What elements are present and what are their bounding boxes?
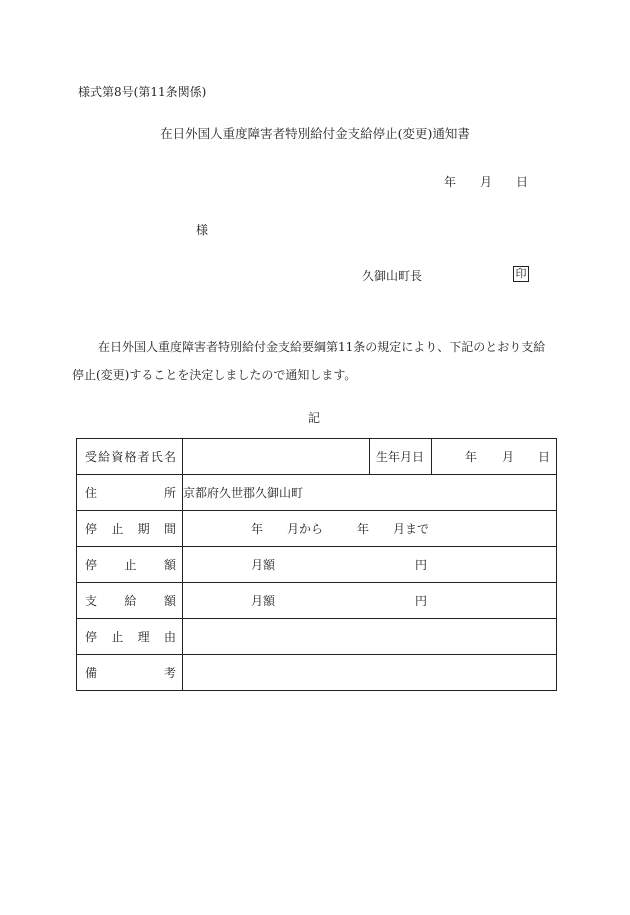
recipient-name-label	[77, 448, 182, 465]
label-char: 住	[85, 486, 98, 500]
pay-amount-label-cell	[77, 583, 183, 619]
label-char: 給	[98, 450, 111, 464]
address-value: 京都府久世郡久御山町	[183, 486, 304, 500]
body-text: 在日外国人重度障害者特別給付金支給要綱第11条の規定により、下記のとおり支給停止(変更)することを決定しましたので通知します。	[72, 340, 546, 382]
remarks-field[interactable]	[183, 655, 557, 691]
reason-field[interactable]	[183, 619, 557, 655]
label-char: 期	[137, 522, 150, 536]
birthdate-day-label: 日	[538, 450, 551, 464]
pay-amount-yen-label: 円	[415, 594, 428, 608]
date-year-label: 年	[444, 175, 457, 189]
seal-mark: 印	[513, 266, 529, 282]
date-month-label: 月	[480, 175, 493, 189]
birthdate-label-cell	[370, 439, 432, 475]
label-char: 止	[124, 558, 137, 572]
pay-amount-monthly-label: 月額	[251, 594, 276, 608]
label-char: 停	[85, 558, 98, 572]
birthdate-label: 生年月日	[376, 450, 425, 464]
birthdate-year-label: 年	[465, 450, 478, 464]
birthdate-field[interactable]	[432, 439, 557, 475]
label-char: 資	[111, 450, 124, 464]
period-year2-label: 年	[357, 522, 370, 536]
label-char: 受	[85, 450, 98, 464]
reason-label-cell	[77, 619, 183, 655]
period-label-cell	[77, 511, 183, 547]
recipient-name-field[interactable]	[183, 439, 370, 475]
label-char: 止	[111, 630, 124, 644]
period-from-label: 月から	[287, 522, 324, 536]
label-char: 所	[163, 486, 176, 500]
label-char: 止	[111, 522, 124, 536]
table-row	[77, 511, 557, 547]
form-number: 様式第8号(第11条関係)	[78, 85, 207, 99]
label-char: 支	[85, 594, 98, 608]
document-title: 在日外国人重度障害者特別給付金支給停止(変更)通知書	[160, 126, 470, 141]
stop-amount-label	[77, 556, 182, 573]
remarks-label	[77, 664, 182, 681]
label-char: 格	[124, 450, 137, 464]
label-char: 間	[163, 522, 176, 536]
table-row	[77, 475, 557, 511]
label-char: 由	[163, 630, 176, 644]
addressee-suffix: 様	[196, 223, 209, 237]
issuer-name: 久御山町長	[362, 269, 423, 283]
table-row	[77, 583, 557, 619]
label-char: 給	[124, 594, 137, 608]
label-char: 理	[137, 630, 150, 644]
label-char: 考	[163, 666, 176, 680]
table-row	[77, 547, 557, 583]
date-day-label: 日	[516, 175, 529, 189]
label-char: 氏	[150, 450, 163, 464]
label-char: 者	[137, 450, 150, 464]
period-to-label: 月まで	[393, 522, 430, 536]
table-row	[77, 655, 557, 691]
recipient-name-label-cell	[77, 439, 183, 475]
label-char: 停	[85, 522, 98, 536]
details-table	[76, 438, 557, 691]
label-char: 備	[85, 666, 98, 680]
pay-amount-field[interactable]	[183, 583, 557, 619]
label-char: 額	[163, 594, 176, 608]
table-row	[77, 619, 557, 655]
period-year1-label: 年	[251, 522, 264, 536]
label-char: 名	[163, 450, 176, 464]
stop-amount-label-cell	[77, 547, 183, 583]
period-field[interactable]	[183, 511, 557, 547]
label-char: 額	[163, 558, 176, 572]
address-label-cell	[77, 475, 183, 511]
ki-heading: 記	[308, 411, 321, 425]
address-label	[77, 484, 182, 501]
address-field[interactable]	[183, 475, 557, 511]
birthdate-month-label: 月	[502, 450, 515, 464]
stop-amount-monthly-label: 月額	[251, 558, 276, 572]
label-char: 停	[85, 630, 98, 644]
table-row	[77, 439, 557, 475]
stop-amount-yen-label: 円	[415, 558, 428, 572]
remarks-label-cell	[77, 655, 183, 691]
pay-amount-label	[77, 592, 182, 609]
stop-amount-field[interactable]	[183, 547, 557, 583]
reason-label	[77, 628, 182, 645]
period-label	[77, 520, 182, 537]
